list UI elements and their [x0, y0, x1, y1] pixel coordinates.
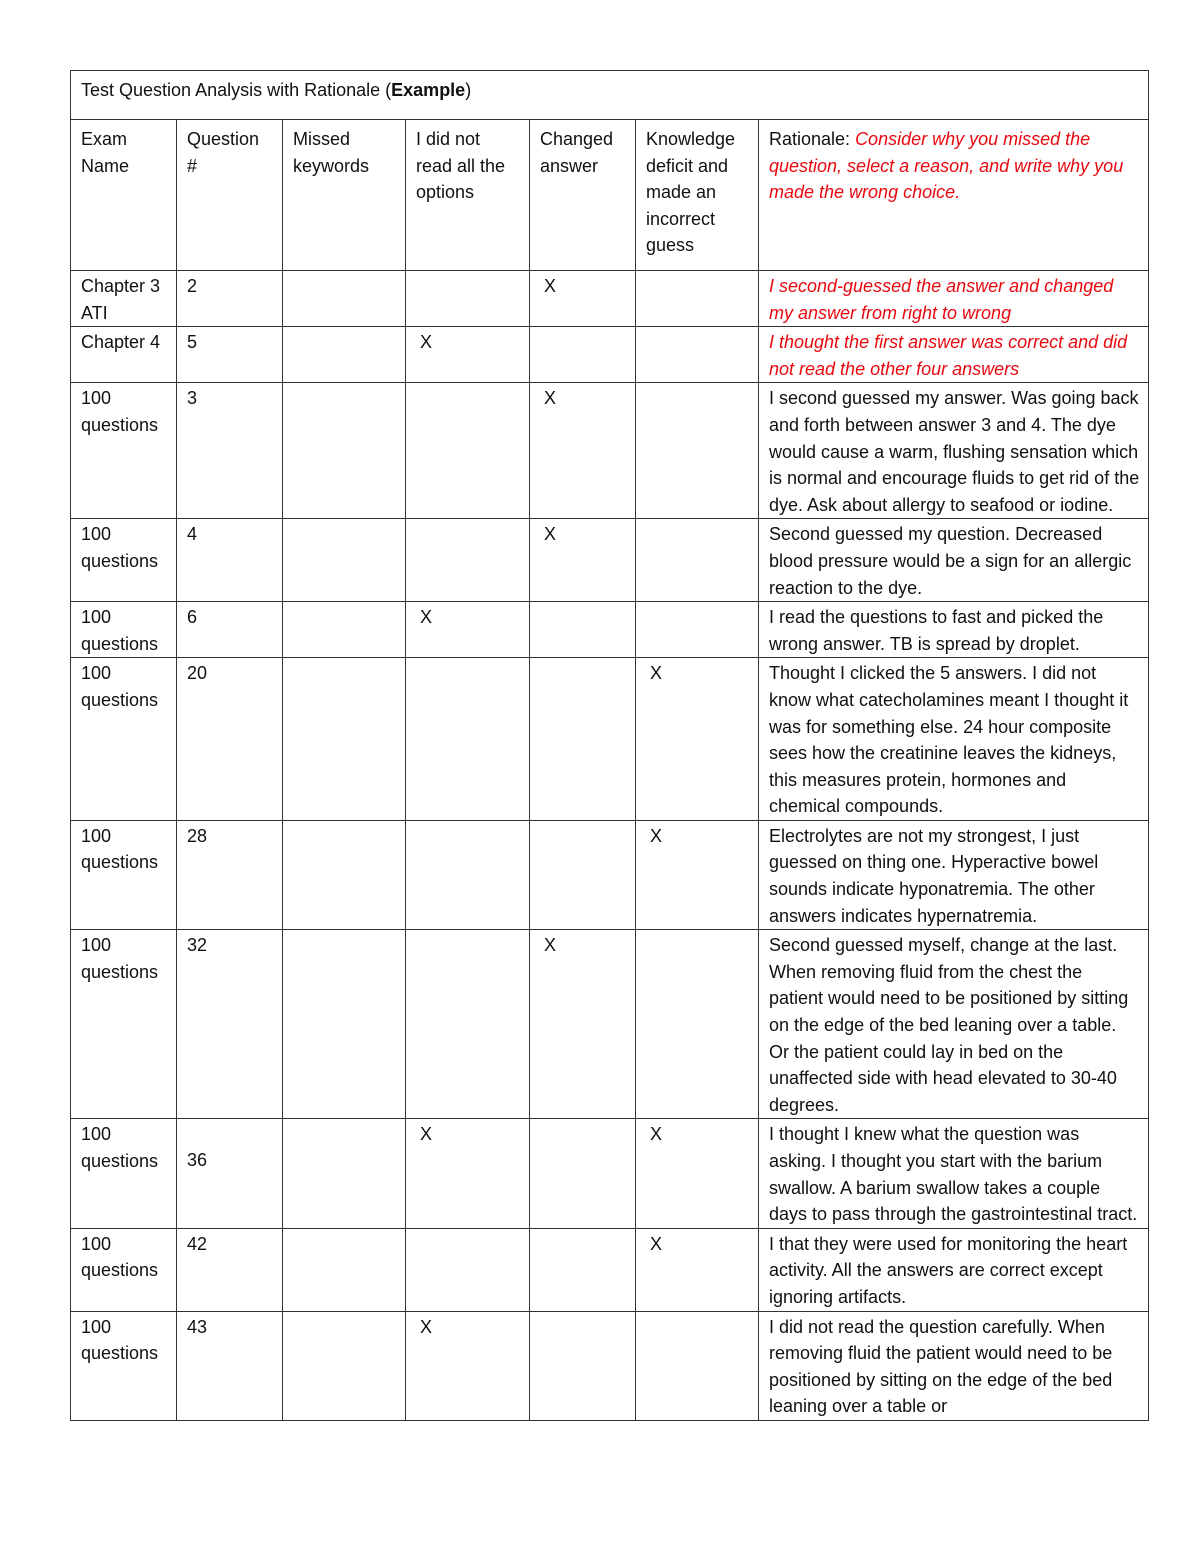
cell-changed-answer	[530, 820, 636, 929]
cell-knowledge-deficit	[636, 602, 759, 658]
cell-knowledge-deficit	[636, 1311, 759, 1420]
table-row	[71, 658, 1149, 821]
cell-knowledge-deficit: X	[636, 820, 759, 929]
table-row	[71, 1311, 1149, 1420]
header-exam-name: Exam Name	[71, 120, 177, 271]
table-row	[71, 1119, 1149, 1228]
cell-question-number: 42	[177, 1228, 283, 1311]
cell-missed-keywords	[283, 820, 406, 929]
header-question: Question #	[177, 120, 283, 271]
cell-missed-keywords	[283, 271, 406, 327]
cell-knowledge-deficit: X	[636, 658, 759, 821]
cell-did-not-read: X	[406, 602, 530, 658]
cell-exam-name: 100 questions	[71, 930, 177, 1119]
cell-missed-keywords	[283, 658, 406, 821]
cell-missed-keywords	[283, 1228, 406, 1311]
cell-exam-name: Chapter 3 ATI	[71, 271, 177, 327]
cell-rationale: Electrolytes are not my strongest, I just guessed on thing one. Hyperactive bowel sounds indicate hyponatremia. The other answers indicates hypernatremia.	[759, 820, 1149, 929]
cell-did-not-read: X	[406, 1311, 530, 1420]
cell-missed-keywords	[283, 930, 406, 1119]
table-row	[71, 383, 1149, 519]
header-missed-keywords: Missed keywords	[283, 120, 406, 271]
cell-rationale: I did not read the question carefully. When removing fluid the patient would need to be positioned by sitting on the edge of the bed leaning over a table or	[759, 1311, 1149, 1420]
cell-did-not-read	[406, 271, 530, 327]
table-row	[71, 1228, 1149, 1311]
cell-question-number: 4	[177, 519, 283, 602]
cell-question-number: 32	[177, 930, 283, 1119]
cell-rationale: I thought the first answer was correct and did not read the other four answers	[759, 327, 1149, 383]
cell-did-not-read	[406, 383, 530, 519]
table-row	[71, 820, 1149, 929]
cell-question-number: 28	[177, 820, 283, 929]
cell-missed-keywords	[283, 602, 406, 658]
cell-exam-name: Chapter 4	[71, 327, 177, 383]
cell-exam-name: 100 questions	[71, 519, 177, 602]
header-did-not-read: I did not read all the options	[406, 120, 530, 271]
table-row	[71, 930, 1149, 1119]
cell-question-number: 2	[177, 271, 283, 327]
table-title	[71, 71, 1149, 120]
cell-exam-name: 100 questions	[71, 1119, 177, 1228]
cell-rationale: I that they were used for monitoring the heart activity. All the answers are correct except ignoring artifacts.	[759, 1228, 1149, 1311]
cell-rationale: I read the questions to fast and picked the wrong answer. TB is spread by droplet.	[759, 602, 1149, 658]
cell-knowledge-deficit	[636, 271, 759, 327]
cell-question-number: 5	[177, 327, 283, 383]
cell-question-number: 6	[177, 602, 283, 658]
analysis-table	[70, 70, 1149, 1421]
cell-did-not-read: X	[406, 327, 530, 383]
cell-did-not-read: X	[406, 1119, 530, 1228]
cell-changed-answer	[530, 1311, 636, 1420]
table-row	[71, 602, 1149, 658]
cell-exam-name: 100 questions	[71, 1228, 177, 1311]
cell-rationale: Second guessed myself, change at the last. When removing fluid from the chest the patient would need to be positioned by sitting on the edge of the bed leaning over a table. Or the patient could lay in bed on the unaffected side with head elevated to 30-40 degrees.	[759, 930, 1149, 1119]
cell-knowledge-deficit	[636, 383, 759, 519]
cell-rationale: I second-guessed the answer and changed my answer from right to wrong	[759, 271, 1149, 327]
cell-rationale: I thought I knew what the question was asking. I thought you start with the barium swallow. A barium swallow takes a couple days to pass through the gastrointestinal tract.	[759, 1119, 1149, 1228]
header-knowledge-deficit: Knowledge deficit and made an incorrect guess	[636, 120, 759, 271]
cell-missed-keywords	[283, 383, 406, 519]
cell-did-not-read	[406, 658, 530, 821]
cell-did-not-read	[406, 820, 530, 929]
cell-knowledge-deficit: X	[636, 1119, 759, 1228]
table-row	[71, 519, 1149, 602]
title-bold: Example	[391, 80, 466, 100]
cell-question-number: 36	[177, 1119, 283, 1228]
cell-exam-name: 100 questions	[71, 820, 177, 929]
title-close: )	[465, 80, 472, 100]
cell-missed-keywords	[283, 1119, 406, 1228]
cell-did-not-read	[406, 1228, 530, 1311]
cell-changed-answer	[530, 658, 636, 821]
table-row	[71, 327, 1149, 383]
cell-question-number: 3	[177, 383, 283, 519]
cell-changed-answer: X	[530, 930, 636, 1119]
cell-changed-answer: X	[530, 271, 636, 327]
cell-knowledge-deficit	[636, 327, 759, 383]
cell-changed-answer	[530, 1228, 636, 1311]
cell-exam-name: 100 questions	[71, 1311, 177, 1420]
cell-did-not-read	[406, 930, 530, 1119]
cell-did-not-read	[406, 519, 530, 602]
cell-exam-name: 100 questions	[71, 383, 177, 519]
cell-knowledge-deficit	[636, 519, 759, 602]
header-row	[71, 120, 1149, 271]
rationale-label: Rationale:	[769, 129, 856, 149]
cell-knowledge-deficit: X	[636, 1228, 759, 1311]
cell-changed-answer	[530, 1119, 636, 1228]
header-changed-answer: Changed answer	[530, 120, 636, 271]
cell-changed-answer: X	[530, 519, 636, 602]
cell-rationale: Thought I clicked the 5 answers. I did not know what catecholamines meant I thought it was for something else. 24 hour composite sees how the creatinine leaves the kidneys, this measures protein, hormones and chemical compounds.	[759, 658, 1149, 821]
cell-question-number: 20	[177, 658, 283, 821]
table-row	[71, 271, 1149, 327]
cell-missed-keywords	[283, 327, 406, 383]
cell-rationale: Second guessed my question. Decreased blood pressure would be a sign for an allergic reaction to the dye.	[759, 519, 1149, 602]
cell-question-number: 43	[177, 1311, 283, 1420]
cell-exam-name: 100 questions	[71, 602, 177, 658]
title-row	[71, 71, 1149, 120]
cell-changed-answer	[530, 602, 636, 658]
cell-changed-answer: X	[530, 383, 636, 519]
header-rationale	[759, 120, 1149, 271]
title-text: Test Question Analysis with Rationale (	[81, 80, 392, 100]
cell-missed-keywords	[283, 519, 406, 602]
cell-rationale: I second guessed my answer. Was going back and forth between answer 3 and 4. The dye would cause a warm, flushing sensation which is normal and encourage fluids to get rid of the dye. Ask about allergy to seafood or iodine.	[759, 383, 1149, 519]
cell-exam-name: 100 questions	[71, 658, 177, 821]
cell-knowledge-deficit	[636, 930, 759, 1119]
rationale-hint: Consider why you missed the question, select a reason, and write why you made the wrong choice.	[769, 129, 1124, 203]
cell-changed-answer	[530, 327, 636, 383]
cell-missed-keywords	[283, 1311, 406, 1420]
